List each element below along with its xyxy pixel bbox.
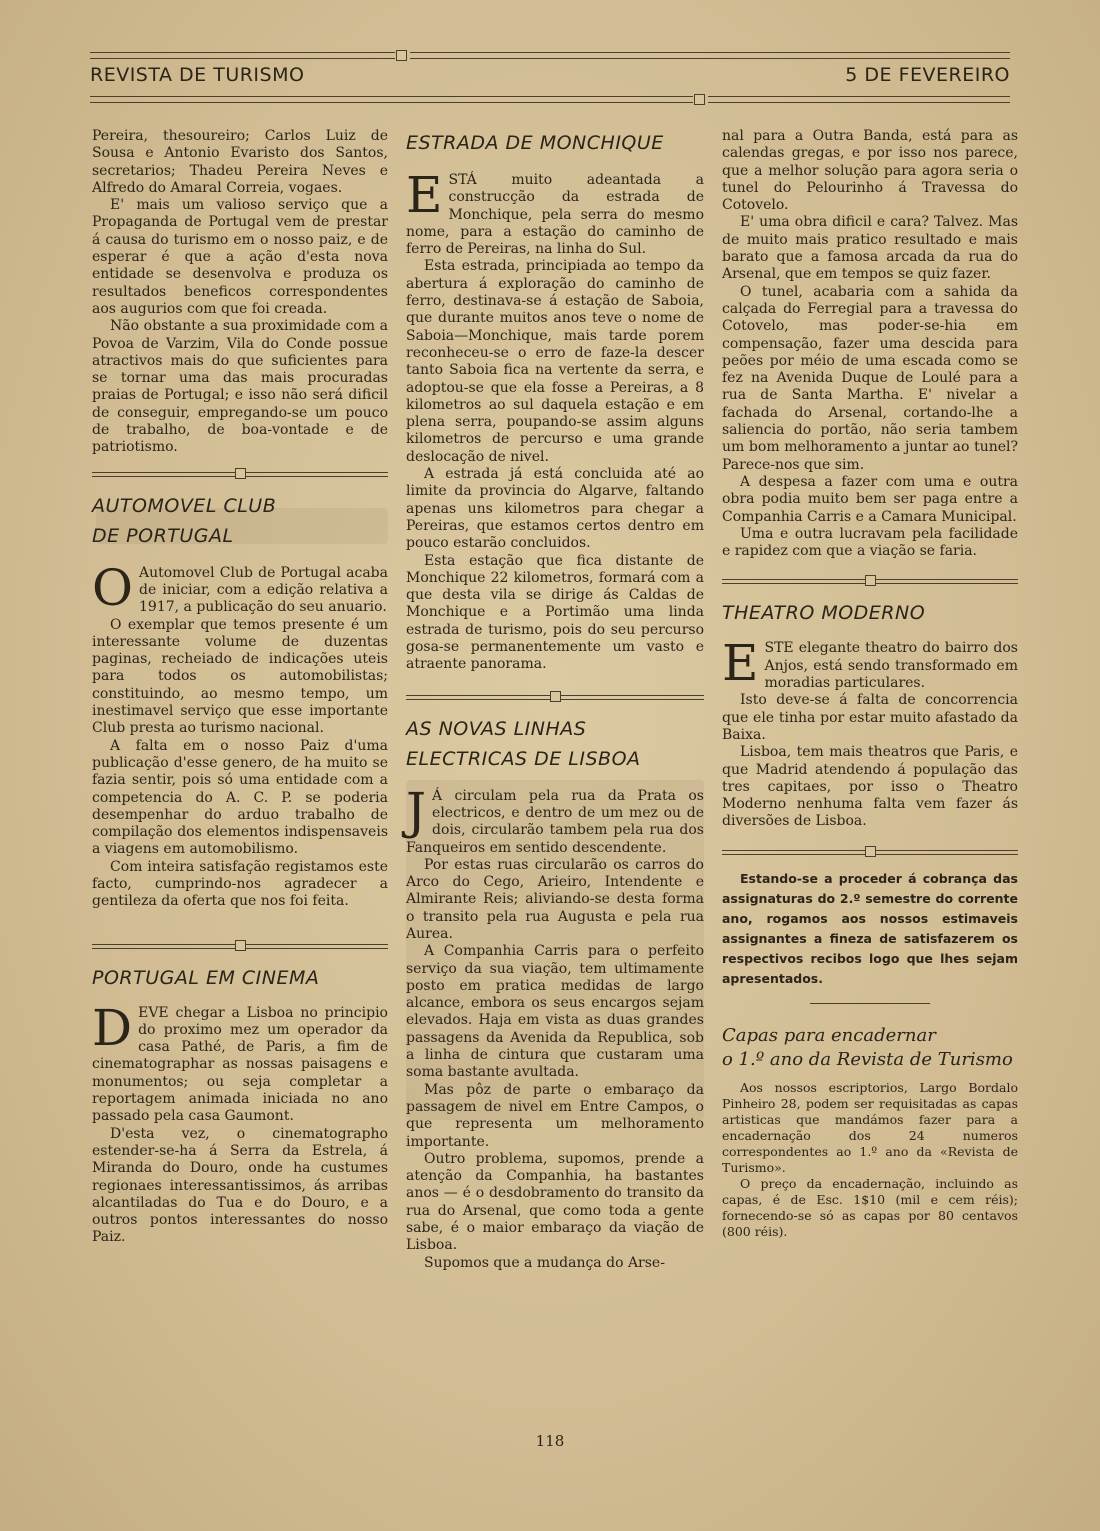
- capas-title-line2: o 1.º ano da Revista de Turismo: [722, 1048, 1013, 1070]
- monchique-title: ESTRADA DE MONCHIQUE: [406, 132, 664, 154]
- column-right: [722, 128, 1018, 1240]
- page-number: 118: [535, 1432, 565, 1450]
- linhas-paragraph: Outro problema, supomos, prende a atenção da Companhia, ha bastantes anos — é o desdobramento do transito da rua do Arsenal, que como toda a gente sabe, é o maior embaraço da viação de Lisboa.: [406, 1150, 704, 1254]
- drop-cap: E: [722, 634, 759, 693]
- automovel-paragraph: A falta em o nosso Paiz d'uma publicação d'esse genero, de ha muito se fazia sentir, pois só uma entidade com a competencia do A. C. P. se poderia desempenhar do arduo trabalho de compilação dos elementos indispensaveis a viagens em automobilismo.: [92, 737, 388, 858]
- header-rule-ornament: [694, 94, 705, 105]
- linhas-lead-paragraph: [406, 781, 704, 857]
- linhas-title-line1: AS NOVAS LINHAS: [406, 717, 587, 740]
- tunnel-paragraph: O tunel, acabaria com a sahida da calçada do Ferregial para a travessa do Cotovelo, mas poder-se-hia em compensação, fazer uma descida para peões por méio de uma escada como se fez na Avenida Duque de Loulé para a rua de Santa Martha. E' nivelar a fachada do Arsenal, cortando-lhe a saliencia do portão, não seria tambem um bom melhoramento a juntar ao tunel? Parece-nos que sim.: [722, 283, 1018, 473]
- automovel-lead-paragraph: [92, 558, 388, 617]
- top-rule-ornament: [396, 50, 407, 61]
- linhas-paragraph: Por estas ruas circularão os carros do Arco do Cego, Arieiro, Intendente e Almirante Reis; aliviando-se desta forma o transito pela rua Augusta e pela rua Aurea.: [406, 856, 704, 942]
- automovel-title-line2: DE PORTUGAL: [92, 524, 234, 547]
- theatro-paragraph: Isto deve-se á falta de concorrencia que ele tinha por estar muito afastado da Baixa.: [722, 692, 1018, 743]
- top-rule-right: [410, 52, 1010, 59]
- section-separator: [92, 465, 388, 483]
- linhas-paragraph: Supomos que a mudança do Arse-: [424, 1254, 665, 1271]
- linhas-paragraph: Mas pôz de parte o embaraço da passagem de nivel em Entre Campos, o que representa um melhoramento importante.: [406, 1081, 704, 1150]
- masthead-title: REVISTA DE TURISMO: [90, 64, 305, 86]
- capas-paragraph: Aos nossos escriptorios, Largo Bordalo Pinheiro 28, podem ser requisitadas as capas artisticas que mandámos fazer para a encadernação dos 24 numeros correspondentes ao 1.º ano da «Revista de Turismo».: [722, 1079, 1018, 1175]
- section-separator: [92, 937, 388, 955]
- automovel-paragraph: O exemplar que temos presente é um interessante volume de duzentas paginas, recheiado de indicações uteis para todos os automobilistas; constituindo, ao mesmo tempo, um inestimavel serviço que esse importante Club presta ao turismo nacional.: [92, 616, 388, 737]
- tunnel-paragraph: Uma e outra lucravam pela facilidade e rapidez com que a viação se faria.: [722, 525, 1018, 560]
- theatro-paragraph: Lisboa, tem mais theatros que Paris, e que Madrid atendendo á população das tres capitaes, por isso o Theatro Moderno nenhuma falta vem fazer ás diversões de Lisboa.: [722, 744, 1018, 830]
- section-separator: [406, 688, 704, 706]
- cinema-title: PORTUGAL EM CINEMA: [92, 966, 320, 989]
- linhas-paragraph: A Companhia Carris para o perfeito serviço da sua viação, tem ultimamente posto em pratica medidas de largo alcance, embora os seus encargos sejam elevados. Haja em vista as duas grandes passagens da Avenida da Republica, sob a linha de cintura que custaram uma soma bastante avultada.: [406, 943, 704, 1081]
- tunnel-paragraph: A despesa a fazer com uma e outra obra podia muito bem ser paga entre a Companhia Carris e a Camara Municipal.: [722, 473, 1018, 525]
- automovel-title-line1: AUTOMOVEL CLUB: [92, 494, 277, 517]
- theatro-lead-paragraph: [722, 634, 1018, 693]
- intro-paragraph: E' mais um valioso serviço que a Propaganda de Portugal vem de prestar á causa do turismo em o nosso paiz, e de esperar é que a ação d'esta nova entidade se desenvolva e produza os resultados beneficos correspondentes aos augurios com que foi creada.: [92, 197, 388, 317]
- cinema-lead-paragraph: [92, 998, 388, 1126]
- theatro-lead-text: STE elegante theatro do bairro dos Anjos, está sendo transformado em moradias particulares.: [764, 640, 1018, 692]
- drop-cap: D: [92, 998, 133, 1057]
- column-left: [92, 128, 388, 1247]
- cinema-lead-text: EVE chegar a Lisboa no principio do proximo mez um operador da casa Pathé, de Paris, a fim de cinematographar as nossas paisagens e monumentos; ou seja completar a reportagem animada iniciada no ano passado pela casa Gaumont.: [92, 1004, 388, 1125]
- monchique-lead-text: STÁ muito adeantada a construcção da estrada de Monchique, pela serra do mesmo nome, para a estação do caminho de ferro de Pereiras, na linha do Sul.: [406, 172, 704, 258]
- header-rule-right: [708, 96, 1010, 103]
- drop-cap: E: [406, 166, 443, 224]
- section-separator: [722, 572, 1018, 590]
- top-rule-left: [90, 52, 395, 59]
- intro-paragraph: Pereira, thesoureiro; Carlos Luiz de Sousa e Antonio Evaristo dos Santos, secretarios; Thadeu Pereira Neves e Alfredo do Amaral Correia, vogaes.: [92, 128, 388, 196]
- theatro-title: THEATRO MODERNO: [722, 602, 926, 625]
- short-rule: [810, 1003, 930, 1004]
- intro-paragraph: Não obstante a sua proximidade com a Povoa de Varzim, Vila do Conde possue atractivos mais do que suficientes para se tornar uma das mais procuradas praias de Portugal; e isso não será dificil de conseguir, empregando-se um pouco de trabalho, de boa-vontade e de patriotismo.: [92, 318, 388, 456]
- column-middle: [406, 128, 704, 1272]
- header-rule-left: [90, 96, 693, 103]
- cinema-paragraph: D'esta vez, o cinematographo estender-se-ha á Serra da Estrela, á Miranda do Douro, onde ha custumes regionaes interessantissimos, ás arribas alcantiladas do Tua e do Douro, e a outros pontos interessantes do nosso Paiz.: [92, 1125, 388, 1246]
- monchique-paragraph: Esta estrada, principiada ao tempo da abertura á exploração do caminho de ferro, destinava-se á estação de Saboia, que durante muitos anos teve o nome de Saboia—Monchique, mais tarde porem reconheceu-se o erro de faze-la descer tanto Saboia fica na vertente da serra, e adoptou-se que ela fosse a Pereiras, a 8 kilometros ao sul daquela estação e em plena serra, poupando-se assim alguns kilometros de percurso e uma grande deslocação de nivel.: [406, 258, 704, 465]
- section-separator: [722, 843, 1018, 861]
- automovel-paragraph: Com inteira satisfação registamos este facto, cumprindo-nos agradecer a gentileza da oferta que nos foi feita.: [92, 858, 388, 910]
- tunnel-paragraph: E' uma obra dificil e cara? Talvez. Mas de muito mais pratico resultado e mais barato que a famosa arcada da rua do Arsenal, que em tempos se quiz fazer.: [722, 214, 1018, 283]
- tunnel-paragraph: nal para a Outra Banda, está para as calendas gregas, e por isso nos parece, que a melhor solução para agora seria o tunel do Pelourinho á Travessa do Cotovelo.: [722, 128, 1018, 214]
- capas-title-line1: Capas para encadernar: [722, 1024, 936, 1046]
- linhas-title-line2: ELECTRICAS DE LISBOA: [406, 747, 641, 770]
- subscription-notice: Estando-se a proceder á cobrança das assignaturas do 2.º semestre do corrente ano, rogamos aos nossos estimaveis assignantes a fineza de satisfazerem os respectivos recibos logo que lhes sejam apresentados.: [722, 870, 1018, 986]
- drop-cap: O: [92, 558, 133, 617]
- monchique-lead-paragraph: [406, 166, 704, 258]
- monchique-paragraph: A estrada já está concluida até ao limite da provincia do Algarve, faltando apenas uns kilometros para chegar a Pereiras, que estamos certos dentro em pouco estarão concluidos.: [406, 466, 704, 552]
- automovel-lead-text: Automovel Club de Portugal acaba de iniciar, com a edição relativa a 1917, a publicação do seu anuario.: [139, 564, 388, 616]
- capas-paragraph: O preço da encadernação, incluindo as capas, é de Esc. 1$10 (mil e cem réis); fornecendo-se só as capas por 80 centavos (800 réis).: [722, 1175, 1018, 1239]
- drop-cap: J: [406, 781, 427, 840]
- masthead-date: 5 DE FEVEREIRO: [845, 64, 1010, 86]
- linhas-lead-text: Á circulam pela rua da Prata os electricos, e dentro de um mez ou de dois, circularão tambem pela rua dos Fanqueiros em sentido descendente.: [406, 787, 704, 856]
- monchique-paragraph: Esta estação que fica distante de Monchique 22 kilometros, formará com a que desta vila se dirige ás Caldas de Monchique e a Portimão uma linda estrada de turismo, pois do seu percurso gosa-se permanentemente um vasto e atraente panorama.: [406, 552, 704, 673]
